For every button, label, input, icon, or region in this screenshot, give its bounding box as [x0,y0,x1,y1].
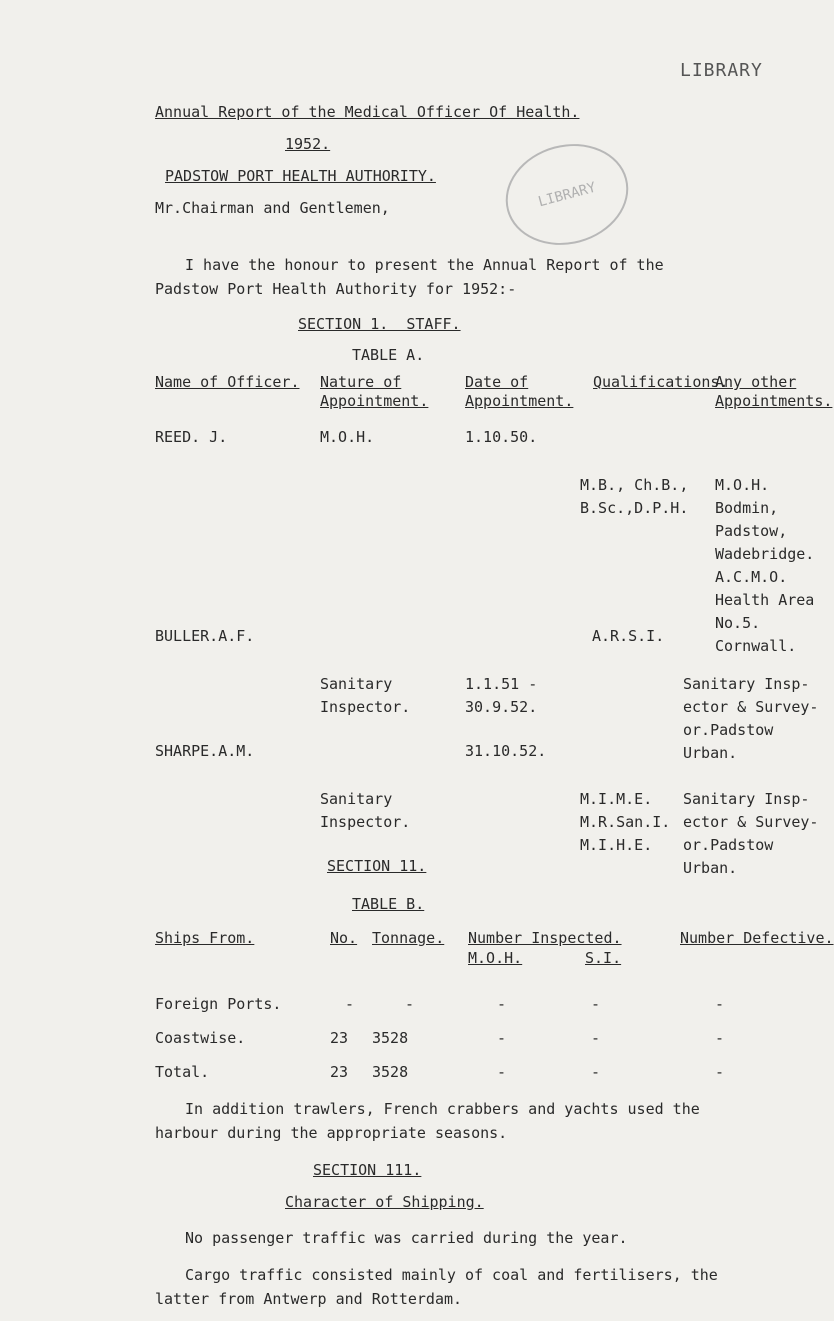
officer-other-appointments: M.O.H. Bodmin, Padstow, Wadebridge. A.C.M.O. Health Area No.5. Cornwall. [715,476,815,655]
col-no: No. [330,929,358,947]
intro-line-2: Padstow Port Health Authority for 1952:- [155,280,517,298]
shipping-paragraph-2-line-2: latter from Antwerp and Rotterdam. [155,1290,463,1308]
ships-row-tonnage: - [405,995,415,1013]
ships-row-si: - [591,1029,601,1047]
officer-other-appointments: Sanitary Insp- ector & Survey- or.Padstow Urban. [683,675,819,762]
col-name: Name of Officer. [155,373,300,391]
ships-row-from: Total. [155,1063,210,1081]
col-nature: Nature of Appointment. [320,373,429,410]
col-qualifications: Qualifications. [593,373,729,391]
authority-name: PADSTOW PORT HEALTH AUTHORITY. [165,167,436,185]
col-ships-from: Ships From. [155,929,255,947]
ships-row-defective: - [715,1029,725,1047]
col-tonnage: Tonnage. [372,929,445,947]
officer-name: BULLER.A.F. [155,627,255,645]
report-title: Annual Report of the Medical Officer Of Health. [155,103,580,121]
ships-row-from: Foreign Ports. [155,995,282,1013]
col-si: S.I. [585,949,622,967]
col-other: Any other Appointments. [715,373,833,410]
officer-name: SHARPE.A.M. [155,742,255,760]
report-year: 1952. [285,135,331,153]
officer-nature: Sanitary Inspector. [320,675,411,716]
library-stamp: LIBRARY [494,131,639,259]
col-number-inspected: Number Inspected. [468,929,622,947]
section-3-heading: SECTION 111. [313,1161,422,1179]
officer-nature: Sanitary Inspector. [320,790,411,831]
intro-line-1: I have the honour to present the Annual Report of the [185,256,664,274]
ships-row-moh: - [497,1029,507,1047]
officer-qualifications: M.I.M.E. M.R.San.I. M.I.H.E. [580,790,671,854]
ships-row-no: 23 [330,1029,349,1047]
table-b-title: TABLE B. [352,895,425,913]
table-b-note-1: In addition trawlers, French crabbers and yachts used the [185,1100,700,1118]
ships-row-no: 23 [330,1063,349,1081]
shipping-paragraph-2-line-1: Cargo traffic consisted mainly of coal and fertilisers, the [185,1266,718,1284]
shipping-paragraph-1: No passenger traffic was carried during the year. [185,1229,628,1247]
table-a-title: TABLE A. [352,346,425,364]
officer-name: REED. J. [155,428,228,446]
col-date: Date of Appointment. [465,373,574,410]
officer-nature: M.O.H. [320,428,375,446]
ships-row-defective: - [715,1063,725,1081]
ships-row-tonnage: 3528 [372,1029,409,1047]
officer-qualifications: A.R.S.I. [592,627,665,645]
ships-row-si: - [591,1063,601,1081]
officer-date: 31.10.52. [465,742,547,760]
ships-row-from: Coastwise. [155,1029,246,1047]
section-3-subheading: Character of Shipping. [285,1193,484,1211]
section-1-heading: SECTION 1. STAFF. [298,315,461,333]
ships-row-tonnage: 3528 [372,1063,409,1081]
salutation: Mr.Chairman and Gentlemen, [155,199,390,217]
ships-row-moh: - [497,995,507,1013]
officer-qualifications: M.B., Ch.B., B.Sc.,D.P.H. [580,476,689,517]
ships-row-moh: - [497,1063,507,1081]
officer-date: 1.1.51 - 30.9.52. [465,675,538,716]
col-moh: M.O.H. [468,949,523,967]
ships-row-si: - [591,995,601,1013]
section-2-heading: SECTION 11. [327,857,427,875]
table-b-note-2: harbour during the appropriate seasons. [155,1124,508,1142]
library-mark: LIBRARY [680,60,763,81]
officer-other-appointments: Sanitary Insp- ector & Survey- or.Padstow Urban. [683,790,819,877]
officer-date: 1.10.50. [465,428,538,446]
col-number-defective: Number Defective. [680,929,834,947]
ships-row-no: - [345,995,355,1013]
ships-row-defective: - [715,995,725,1013]
